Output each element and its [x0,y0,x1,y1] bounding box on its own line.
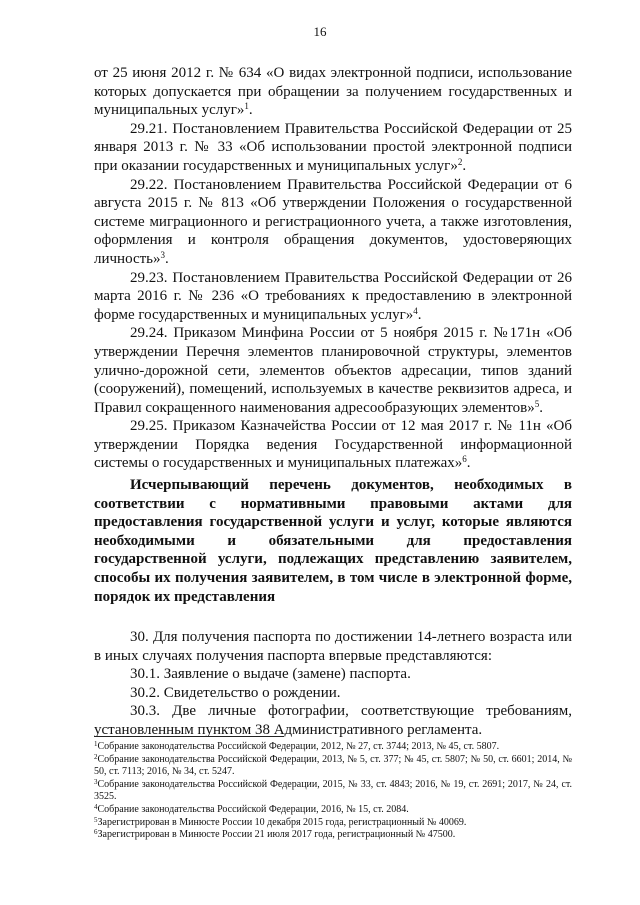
footnote-text: Собрание законодательства Российской Федерации, 2015, № 33, ст. 4843; 2016, № 19, ст. 2691; 2017, № 24, ст. 3525. [94,778,572,803]
footnotes [94,741,572,842]
footnote-ref: 5 [534,398,540,409]
list-item-30: 30. Для получения паспорта по достижении 14-летнего возраста или в иных случаях получения паспорта впервые представляются: [94,629,572,664]
footnote-1 [94,741,572,754]
footnote-text: Зарегистрирован в Минюсте России 21 июля 2017 года, регистрационный № 47500. [97,829,456,841]
paragraph-tail: . [165,250,169,267]
footnote-ref: 2 [457,156,463,167]
footnote-ref: 1 [244,101,249,112]
footnote-number: 4 [94,802,98,811]
footnote-number: 6 [94,828,98,837]
footnote-text: Зарегистрирован в Минюсте России 10 декабря 2015 года, регистрационный № 40069. [97,816,467,828]
footnote-6 [94,829,572,842]
footnote-separator [94,736,284,737]
paragraph-text: 29.24. Приказом Минфина России от 5 ноября 2015 г. №171н «Об утверждении Перечня элементов планировочной структуры, элементов улично-дорожной сети, элементов объектов адресации, типов зданий (сооружений), помещений, используемых в качестве реквизитов адреса, и Правил сокращенного наименования адресообразующих элементов» [94,325,572,416]
paragraph-29-22 [94,176,572,269]
list-item-30-1: 30.1. Заявление о выдаче (замене) паспорта. [130,666,411,683]
list-item-30-3: 30.3. Две личные фотографии, соответствующие требованиям, установленным пунктом 38 Административного регламента. [94,703,572,738]
paragraph-text: от 25 июня 2012 г. № 634 «О видах электронной подписи, использование которых допускается при обращении за получением государственных и муниципальных услуг» [94,65,572,119]
paragraph-tail: . [417,306,422,323]
paragraph-tail: . [248,102,253,119]
footnote-text: Собрание законодательства Российской Федерации, 2016, № 15, ст. 2084. [97,803,409,815]
footnote-number: 3 [94,777,98,786]
footnote-number: 1 [94,740,98,748]
paragraph-text: 29.22. Постановлением Правительства Российской Федерации от 6 августа 2015 г. № 813 «Об утверждении Положения о государственной системе миграционного и регистрационного учета, а также изготовления, оформления и контроля обращения документов, удостоверяющих личность» [94,176,572,267]
paragraph-29-23 [94,269,572,325]
section-heading: Исчерпывающий перечень документов, необходимых в соответствии с нормативными правовыми актами для предоставления государственной услуги и услуг, которые являются необходимыми и обязательными для предоставления государственной услуги, подлежащих представлению заявителем, способы их получения заявителем, в том числе в электронной форме, порядок их представления [94,477,572,605]
paragraph-29-25 [94,417,572,473]
paragraph-continuation [94,64,572,120]
list-item-30-2: 30.2. Свидетельство о рождении. [130,684,341,701]
footnote-4 [94,804,572,817]
footnote-ref: 3 [160,249,166,260]
footnote-ref: 4 [413,305,418,316]
footnote-3 [94,779,572,804]
paragraph-29-24 [94,324,572,417]
documents-list [94,628,572,740]
paragraph-text: 29.23. Постановлением Правительства Российской Федерации от 26 марта 2016 г. № 236 «О требованиях к предоставлению в электронной форме государственных и муниципальных услуг» [94,269,572,323]
footnote-text: Собрание законодательства Российской Федерации, 2012, № 27, ст. 3744; 2013, № 45, ст. 5807. [97,741,500,752]
footnote-ref: 6 [462,454,467,465]
footnote-text: Собрание законодательства Российской Федерации, 2013, № 5, ст. 377; № 45, ст. 5807; № 50, ст. 6601; 2014, № 50, ст. 7113; 2016, № 34, ст. 5247. [94,753,572,778]
footnote-number: 2 [94,752,98,761]
paragraph-29-21 [94,120,572,176]
footnote-5 [94,817,572,830]
footnote-2 [94,754,572,779]
page-number: 16 [313,24,327,39]
paragraph-text: 29.25. Приказом Казначейства России от 12 мая 2017 г. № 11н «Об утверждении Порядка ведения Государственной информационной системы о государственных и муниципальных платежах» [94,418,572,472]
paragraph-tail: . [466,455,471,472]
body-text [94,64,572,473]
footnote-number: 5 [94,815,98,824]
paragraph-tail: . [539,399,543,416]
paragraph-tail: . [462,157,467,174]
paragraph-text: 29.21. Постановлением Правительства Российской Федерации от 25 января 2013 г. № 33 «Об использовании простой электронной подписи при оказании государственных и муниципальных услуг» [94,120,572,174]
